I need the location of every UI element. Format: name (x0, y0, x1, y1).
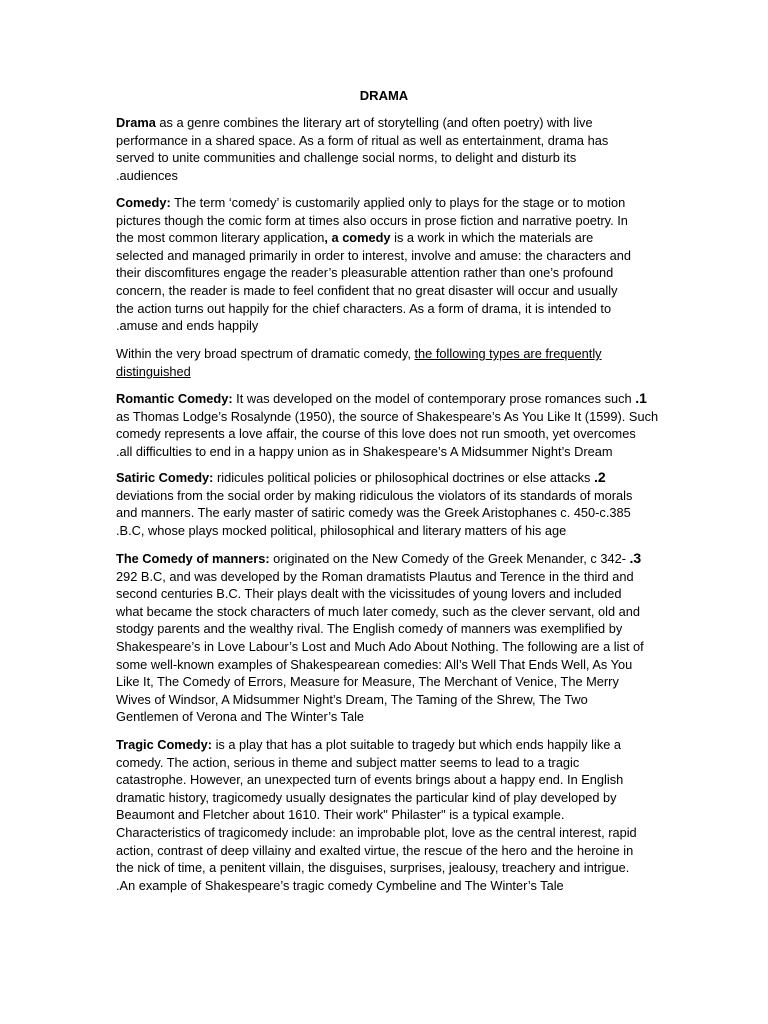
text-line: the most common literary application, a comedy is a work in which the materials are (116, 230, 594, 246)
term-comedy: Comedy: (116, 195, 171, 210)
term-romantic-comedy: Romantic Comedy: (116, 391, 233, 406)
text-line: .B.C, whose plays mocked political, philosophical and literary matters of his age (116, 522, 567, 538)
comedy-paragraph (116, 194, 656, 335)
term-satiric-comedy: Satiric Comedy: (116, 470, 214, 485)
text-line: second centuries B.C. Their plays dealt with the vicissitudes of young lovers and included (116, 586, 622, 602)
text-line: 292 B.C, and was developed by the Roman dramatists Plautus and Terence in the third and (116, 568, 634, 584)
text-line: and manners. The early master of satiric comedy was the Greek Aristophanes c. 450-c.385 (116, 505, 631, 521)
text-line: stodgy parents and the wealthy rival. The English comedy of manners was exemplified by (116, 621, 623, 637)
item-number: .3 (629, 550, 642, 566)
item-number: .2 (593, 469, 606, 485)
text-line: dramatic history, tragicomedy usually designates the particular kind of play developed by (116, 789, 617, 805)
text-line: the action turns out happily for the chief characters. As a form of drama, it is intended to (116, 300, 612, 316)
text-line: Drama as a genre combines the literary art of storytelling (and often poetry) with live (116, 115, 593, 130)
term-tragic-comedy: Tragic Comedy: (116, 737, 213, 752)
text-line: action, contrast of deep villainy and exalted virtue, the rescue of the hero and the heroine in (116, 842, 634, 858)
text-line: as Thomas Lodge’s Rosalynde (1950), the source of Shakespeare’s As You Like It (1599). Such (116, 408, 659, 424)
text-line: Shakespeare’s in Love Labour’s Lost and Much Ado About Nothing. The following are a list of (116, 638, 644, 654)
page-title: DRAMA (359, 88, 409, 103)
satiric-comedy-paragraph (116, 469, 656, 539)
text-line: Satiric Comedy: ridicules political policies or philosophical doctrines or else attacks .2 (116, 469, 606, 485)
romantic-comedy-paragraph (116, 390, 659, 460)
text-line: catastrophe. However, an unexpected turn of events brings about a happy end. In English (116, 772, 624, 788)
text-line: deviations from the social order by making ridiculous the violators of its standards of morals (116, 487, 633, 503)
term-drama: Drama (116, 115, 156, 130)
text-line: performance in a shared space. As a form of ritual as well as entertainment, drama has (116, 132, 609, 148)
comedy-of-manners-paragraph (116, 550, 656, 726)
text-line: selected and managed primarily in order to interest, involve and amuse: the characters and (116, 247, 631, 263)
text-line: Romantic Comedy: It was developed on the model of contemporary prose romances such .1 (116, 390, 647, 406)
text-line: Characteristics of tragicomedy include: an improbable plot, love as the central interest, rapid (116, 824, 637, 840)
text-line: some well-known examples of Shakespearean comedies: All’s Well That Ends Well, As You (116, 656, 633, 672)
drama-paragraph (116, 114, 656, 184)
text-line: pictures though the comic form at times also occurs in prose fiction and narrative poetry. In (116, 212, 628, 228)
text-line: .audiences (116, 167, 178, 183)
text-line: Beaumont and Fletcher about 1610. Their work" Philaster" is a typical example. (116, 807, 565, 823)
term-comedy-of-manners: The Comedy of manners: (116, 551, 270, 566)
tragic-comedy-paragraph (116, 736, 656, 894)
text-line: comedy represents a love affair, the course of this love does not run smooth, yet overcomes (116, 426, 636, 442)
types-intro-paragraph (116, 345, 656, 380)
text-line: Tragic Comedy: is a play that has a plot suitable to tragedy but which ends happily like a (116, 737, 622, 752)
text-line: comedy. The action, serious in theme and subject matter seems to lead to a tragic (116, 754, 580, 770)
item-number: .1 (635, 390, 647, 406)
text-line: served to unite communities and challenge social norms, to delight and disturb its (116, 150, 577, 166)
text-line: their discomfitures engage the reader’s pleasurable attention rather than one’s profound (116, 265, 614, 281)
term-a-comedy: , a comedy (324, 230, 391, 246)
text-line: The Comedy of manners: originated on the New Comedy of the Greek Menander, c 342- .3 (116, 550, 642, 566)
text-line: what became the stock characters of much later comedy, such as the clever servant, old and (116, 603, 640, 619)
text-line: .all difficulties to end in a happy union as in Shakespeare’s A Midsummer Night’s Dream (116, 443, 613, 459)
text-line: Like It, The Comedy of Errors, Measure for Measure, The Merchant of Venice, The Merry (116, 674, 619, 690)
text-line: Wives of Windsor, A Midsummer Night’s Dream, The Taming of the Shrew, The Two (116, 691, 588, 707)
text-line: Comedy: The term ‘comedy’ is customarily applied only to plays for the stage or to motion (116, 195, 626, 210)
text-line: the nick of time, a penitent villain, the disguises, surprises, jealousy, treachery and intrigue. (116, 860, 630, 876)
text-line: Gentlemen of Verona and The Winter’s Tale (116, 709, 365, 725)
text-line: concern, the reader is made to feel confident that no great disaster will occur and usually (116, 282, 618, 298)
text-line: .amuse and ends happily (116, 318, 259, 334)
text-line: .An example of Shakespeare’s tragic comedy Cymbeline and The Winter’s Tale (116, 877, 564, 893)
text-line: Within the very broad spectrum of dramatic comedy, the following types are frequently (116, 346, 602, 361)
text-line: distinguished (116, 363, 191, 379)
